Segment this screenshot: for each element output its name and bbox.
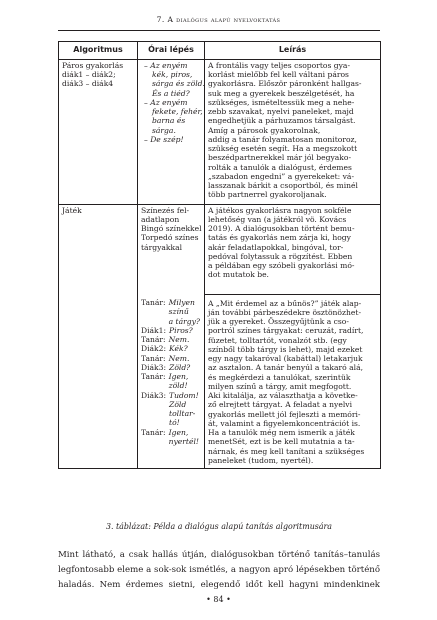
cell-line: menetSét, ezt is be kell mutatnia a ta- [208, 437, 355, 447]
cell-line: „szabadon engedni” a gyerekeket: vá- [208, 171, 355, 181]
cell-line: jük a gyereket. Összegyűjtünk a cso- [208, 317, 349, 326]
utterance-line: nyertél! [168, 436, 199, 446]
algorithm-table [58, 41, 381, 469]
algorithm-cell [59, 294, 138, 469]
cell-line: Aki kitalálja, az választhatja a követke- [208, 391, 358, 400]
header-rule [58, 30, 380, 31]
cell-line: gyakorlásra. Először páronként hallgas- [208, 79, 362, 89]
dialogue-turn [141, 372, 201, 391]
utterance-line: Zöld [169, 399, 187, 409]
cell-line: engedhetjük a párhuzamos társalgást. [208, 116, 356, 126]
cell-line: diák1 – diák2; [62, 70, 116, 79]
cell-line: dot mutatok be. [208, 270, 269, 280]
cell-line: kék, piros, [152, 70, 193, 79]
cell-line: szükséges, ismételtessük meg a nehe- [208, 97, 355, 107]
utterance-line: Tudom! [169, 390, 199, 400]
dialogue-utterance [166, 335, 190, 344]
utterance-line: Kék? [169, 344, 188, 354]
cell-line: adatlapon [141, 214, 180, 224]
dialogue-utterance [166, 298, 200, 326]
dialogue-turn [141, 363, 201, 372]
dialogue-speaker: Diák2: [141, 344, 167, 354]
dialogue-turn [141, 428, 201, 447]
cell-line: diák3 – diák4 [62, 79, 114, 89]
table-header-row [59, 42, 381, 60]
cell-line: át, valamint a figyelemkoncentrációt is. [208, 418, 361, 428]
cell-line: gyakorlás mellett jól fejleszti a memóri- [208, 409, 361, 419]
cell-line: szükség esetén segít. Ha a megszokott [208, 144, 358, 153]
cell-line: sárga és zöld. [152, 79, 205, 89]
table-row-game-dialogue [59, 294, 381, 469]
cell-line: – Az enyém [144, 97, 188, 107]
utterance-line: Milyen [168, 298, 195, 307]
cell-line: barna és [152, 116, 186, 126]
dialogue-utterance [166, 326, 193, 335]
table-caption: 3. táblázat: Példa a dialógus alapú tanítás algoritmusára [105, 522, 333, 531]
algorithm-cell [59, 204, 138, 294]
cell-line: nárnak, és meg kell tanítani a szükséges [208, 446, 365, 456]
cell-line: egy nagy takaróval (kabáttal) letakarjuk [208, 354, 363, 363]
cell-line: Bingó színekkel [141, 224, 202, 233]
cell-line: ző elrejtett tárgyat. A feladat a nyelvi [208, 400, 352, 410]
cell-line: milyen színű a tárgy, amit megfogott. [208, 381, 352, 391]
cell-line: A játékos gyakorlásra nagyon sokféle [208, 205, 352, 215]
dialogue-cell [138, 294, 205, 469]
utterance-line: Igen, [168, 372, 189, 381]
cell-line: – De szép! [144, 134, 184, 144]
column-header-description: Leírás [205, 42, 381, 60]
utterance-line: Piros? [169, 325, 193, 335]
page-number: • 84 • [206, 595, 231, 604]
dialogue-utterance [166, 372, 189, 391]
step-cell [138, 204, 205, 294]
utterance-line: színű [168, 307, 189, 317]
dialogue-turn [141, 335, 201, 344]
dialogue-turn [141, 391, 201, 428]
description-cell [205, 294, 381, 469]
cell-line: pedóval folytassuk a rögzítést. Ebben [208, 251, 353, 261]
description-cell [205, 59, 381, 204]
utterance-line: Nem. [168, 353, 190, 363]
dialogue-speaker: Tanár: [141, 427, 166, 437]
cell-line: és megkérdezi a tanulókat, szerintük [208, 372, 351, 382]
dialogue-speaker: Diák3: [141, 362, 167, 372]
table-row-game [59, 204, 381, 294]
cell-line: rolták a tanulók a dialógust, érdemes [208, 162, 352, 172]
dialogue-turn [141, 344, 201, 353]
cell-line: korlást mielőbb fel kell váltani páros [208, 70, 349, 79]
dialogue-turn [141, 326, 201, 335]
cell-line: Színezés fel- [141, 205, 190, 215]
dialogue-utterance [166, 354, 190, 363]
body-text [58, 548, 380, 593]
utterance-line: Zöld? [169, 362, 191, 372]
dialogue-speaker: Tanár: [141, 372, 166, 381]
dialogue-speaker: Tanár: [141, 335, 166, 344]
running-header: 7. A dialógus alapú nyelvoktatás [156, 15, 281, 24]
cell-line: suk meg a gyerekek beszélgetését, ha [208, 88, 355, 98]
cell-line: portról színes tárgyakat: ceruzát, radírt, [208, 326, 364, 336]
dialogue-speaker: Diák3: [141, 390, 167, 400]
cell-line: Páros gyakorlás [62, 60, 124, 70]
cell-line: A frontális vagy teljes csoportos gya- [208, 60, 351, 70]
cell-line: az asztalon. A tanár benyúl a takaró alá, [208, 363, 364, 373]
dialogue-speaker: Diák1: [141, 325, 167, 335]
utterance-line: a tárgy? [168, 316, 200, 326]
dialogue-utterance [166, 428, 199, 447]
column-header-algorithm: Algoritmus [59, 42, 138, 60]
cell-line: akár feladatlapokkal, bingóval, tor- [208, 242, 344, 252]
cell-line: füzetet, tolltartót, vonalzót stb. (egy [208, 335, 347, 345]
cell-line: több partnerrel gyakoroljanak. [208, 190, 327, 200]
cell-line: paneleket (tudom, nyertél). [208, 455, 314, 465]
step-cell [138, 59, 205, 204]
cell-line: Ha a tanulók még nem ismerik a játék [208, 428, 355, 437]
utterance-line: Nem. [168, 335, 190, 344]
dialogue-turn [141, 298, 201, 326]
cell-line: színből több tárgy is lehet), majd ezeket [208, 344, 363, 354]
utterance-line: tó! [169, 418, 180, 428]
cell-line: ján további párbeszédekre ösztönözhet- [208, 307, 362, 317]
dialogue-speaker: Tanár: [141, 298, 166, 307]
body-line: Mint látható, a csak hallás útján, dialógusokban történő tanítás–tanulás [58, 550, 380, 560]
cell-line: lehetőség van (a játékról vö. Kovács [208, 214, 347, 224]
dialogue-utterance [166, 344, 188, 353]
cell-line: 2019). A dialógusokban történt bemu- [208, 224, 355, 233]
body-line: legfontosabb eleme a sok-sok ismétlés, a nagyon apró lépésekben történő [58, 565, 380, 575]
utterance-line: zöld! [168, 381, 188, 391]
dialogue-utterance [166, 391, 199, 428]
cell-line: A „Mit érdemel az a bűnös?” játék alap- [208, 298, 362, 308]
cell-line: fekete, fehér, [152, 107, 203, 116]
utterance-line: Igen, [168, 427, 189, 437]
description-cell [205, 204, 381, 294]
cell-line: Amíg a párosok gyakorolnak, [208, 125, 321, 135]
cell-line: tatás és gyakorlás nem zárja ki, hogy [208, 233, 351, 243]
column-header-step: Órai lépés [138, 42, 205, 60]
dialogue-utterance [166, 363, 190, 372]
utterance-line: tolltar- [169, 409, 196, 418]
cell-line: lasszanak bárkit a csoportból, és minél [208, 181, 358, 190]
cell-line: – Az enyém [144, 60, 188, 70]
table-row-pair-practice [59, 59, 381, 204]
cell-line: És a tiéd? [152, 88, 190, 98]
cell-line: sárga. [152, 125, 176, 135]
cell-line: tárgyakkal [141, 242, 183, 252]
cell-line: Játék [62, 205, 82, 215]
dialogue-turn [141, 354, 201, 363]
cell-line: Torpedó színes [141, 233, 199, 243]
algorithm-cell [59, 59, 138, 204]
cell-line: zebb szavakat, nyelvi paneleket, majd [208, 107, 354, 116]
cell-line: a példában egy szóbeli gyakorlási mó- [208, 261, 355, 270]
body-line: haladás. Nem érdemes sietni, elegendő időt kell hagyni mindenkinek [58, 580, 380, 590]
dialogue-speaker: Tanár: [141, 353, 166, 363]
cell-line: beszédpartnerekkel már jól begyako- [208, 153, 352, 163]
cell-line: addig a tanár folyamatosan monitoroz, [208, 134, 357, 144]
